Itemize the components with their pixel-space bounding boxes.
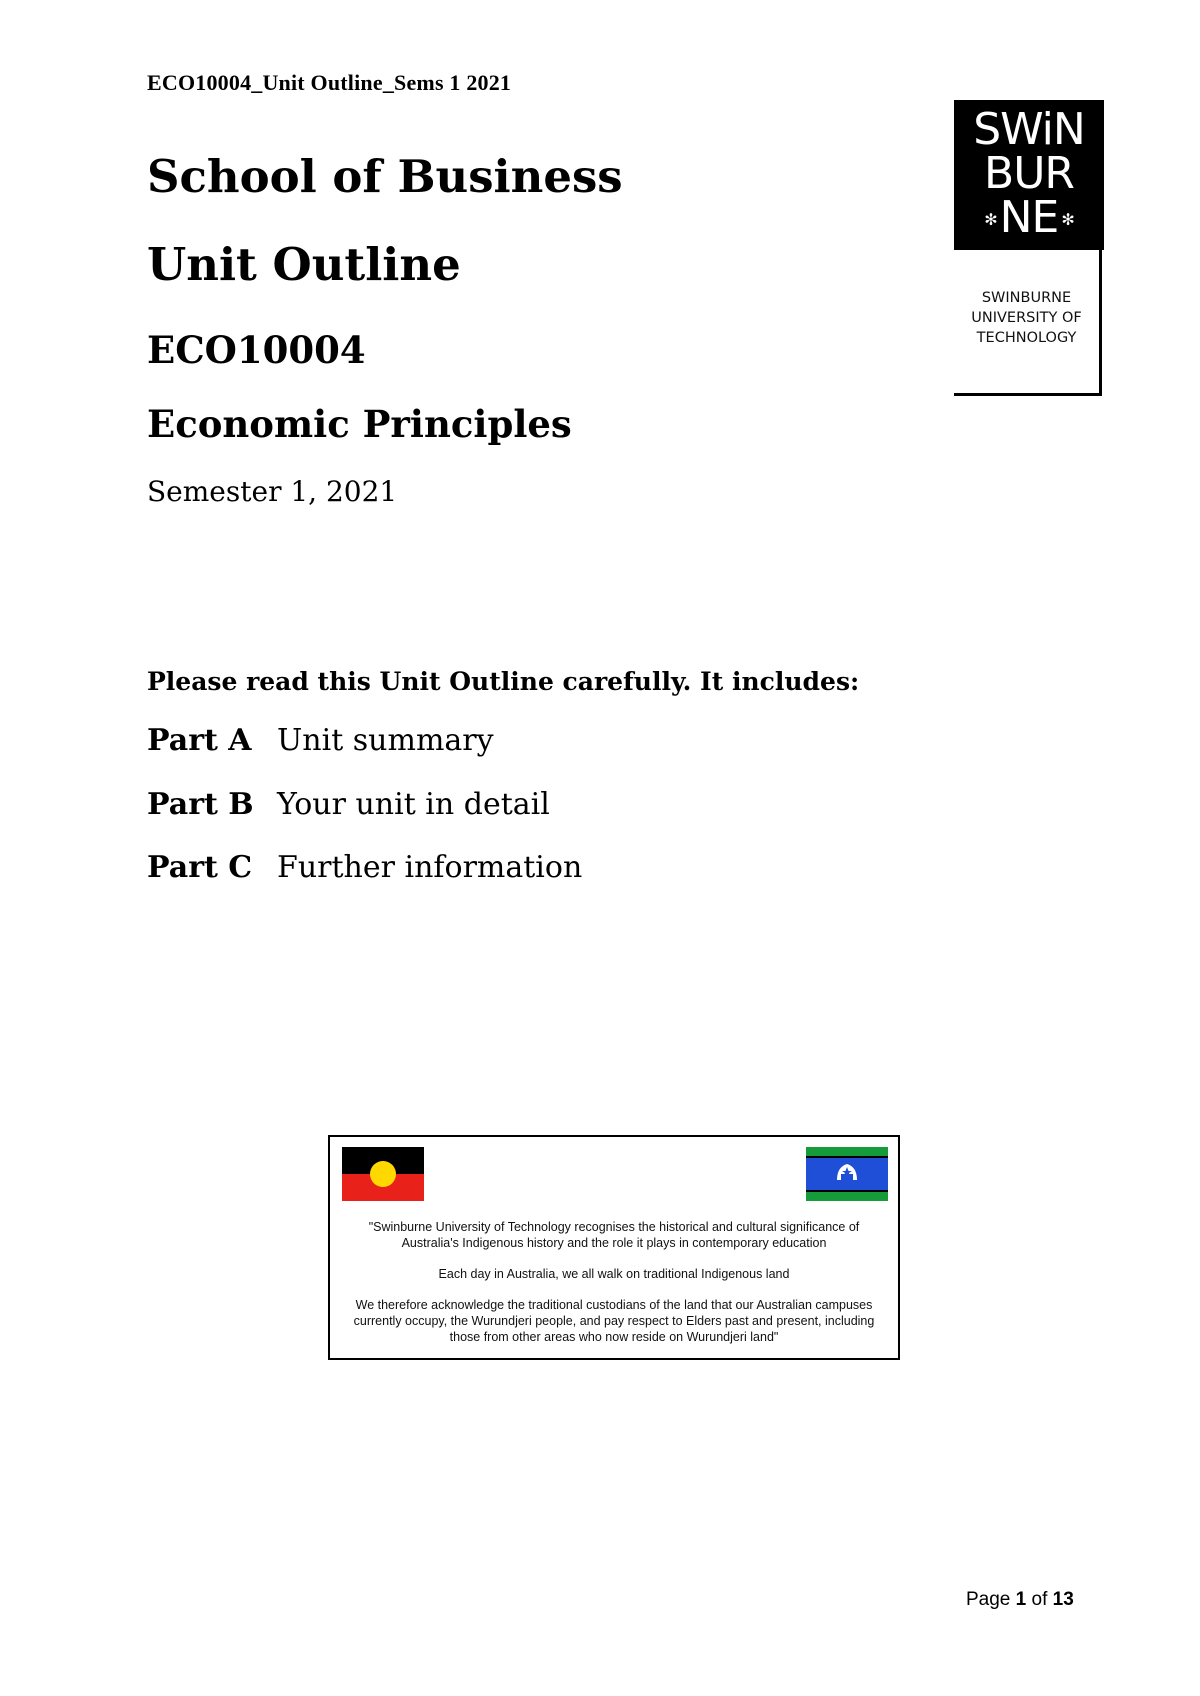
document-type-title: Unit Outline xyxy=(147,238,461,291)
part-label: Part A xyxy=(147,723,252,758)
logo-wordmark xyxy=(954,100,1104,250)
contents-item-part-b xyxy=(147,787,550,822)
logo-subtitle-line-2: UNIVERSITY OF xyxy=(971,310,1082,326)
document-reference: ECO10004_Unit Outline_Sems 1 2021 xyxy=(147,70,512,95)
page-total: 13 xyxy=(1052,1589,1074,1610)
logo-subtitle-line-3: TECHNOLOGY xyxy=(976,330,1077,346)
part-description: Unit summary xyxy=(277,723,494,758)
acknowledgement-text xyxy=(340,1219,888,1360)
of-word: of xyxy=(1031,1589,1048,1610)
logo-subtitle xyxy=(954,250,1102,396)
contents-intro: Please read this Unit Outline carefully. It includes: xyxy=(147,667,860,696)
logo-line-3: NE xyxy=(999,192,1059,243)
page-word: Page xyxy=(966,1589,1011,1610)
part-label: Part B xyxy=(147,787,254,822)
part-description: Further information xyxy=(277,850,583,885)
page-number xyxy=(966,1589,1074,1611)
logo-line-2: BUR xyxy=(984,148,1074,199)
contents-item-part-c xyxy=(147,850,582,885)
unit-code: ECO10004 xyxy=(147,328,366,372)
logo-subtitle-line-1: SWINBURNE xyxy=(981,290,1072,306)
part-label: Part C xyxy=(147,850,253,885)
contents-item-part-a xyxy=(147,723,494,758)
logo-line-3-wrapper xyxy=(954,192,1104,243)
semester-label: Semester 1, 2021 xyxy=(147,475,398,508)
unit-name: Economic Principles xyxy=(147,402,572,446)
torres-strait-islander-flag-icon xyxy=(806,1147,888,1201)
part-description: Your unit in detail xyxy=(277,787,550,822)
star-icon: ✻ xyxy=(1061,210,1074,229)
aboriginal-flag-icon xyxy=(342,1147,424,1201)
acknowledgement-of-country-box xyxy=(328,1135,900,1360)
star-icon: ✻ xyxy=(984,210,997,229)
acknowledgement-paragraph-1: "Swinburne University of Technology recognises the historical and cultural significance of Australia's Indigenous history and the role it plays in contemporary education xyxy=(368,1220,860,1250)
page-current: 1 xyxy=(1015,1589,1027,1610)
logo-line-1: SWiN xyxy=(973,104,1085,155)
school-title: School of Business xyxy=(147,150,623,203)
swinburne-logo xyxy=(954,100,1104,398)
acknowledgement-paragraph-3: We therefore acknowledge the traditional custodians of the land that our Australian campuses currently occupy, the Wurundjeri people, and pay respect to Elders past and present, including those from other areas who now reside on Wurundjeri land" xyxy=(353,1298,875,1344)
acknowledgement-paragraph-2: Each day in Australia, we all walk on traditional Indigenous land xyxy=(438,1267,790,1281)
